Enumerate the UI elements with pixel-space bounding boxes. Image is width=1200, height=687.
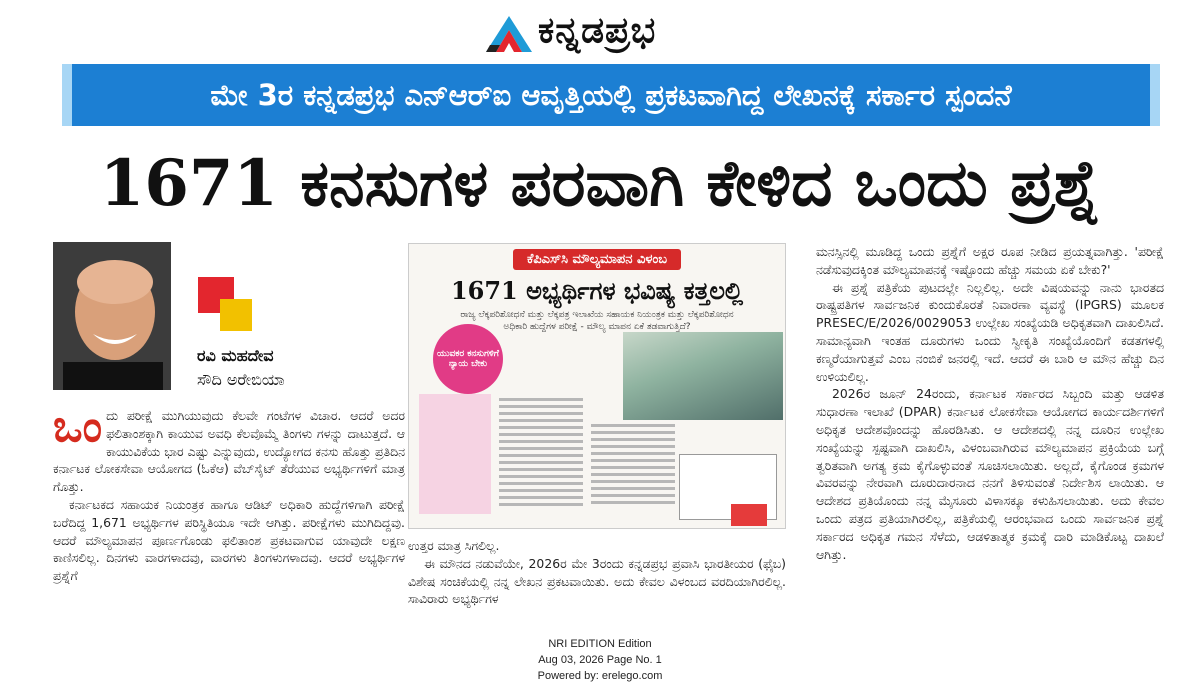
newspaper-clipping-image [408, 243, 786, 529]
clipping-title: 1671 ಅಭ್ಯರ್ಥಿಗಳ ಭವಿಷ್ಯ ಕತ್ತಲಲ್ಲಿ [450, 276, 744, 305]
footer-edition: NRI EDITION Edition [548, 638, 652, 650]
footer-powered-by: Powered by: erelego.com [537, 670, 663, 682]
author-name: ರವಿ ಮಹದೇವ [197, 346, 274, 365]
author-photo [53, 242, 171, 390]
headline-banner [62, 64, 1160, 126]
column-logo-icon [198, 277, 252, 331]
clipping-subtitle: ರಾಜ್ಯ ಲೆಕ್ಕಪರಿಶೋಧನೆ ಮತ್ತು ಲೆಕ್ಕಪತ್ರ ಇಲಾಖೆಯ ಸಹಾಯಕ ನಿಯಂತ್ರಕ ಮತ್ತು ಲೆಕ್ಕಪರಿಶೋಧನ ಅಧಿಕಾರಿ ಹುದ್ದೆಗಳ ಪರೀಕ್ಷೆ - ಮೌಲ್ಯ ಮಾಪನ ಏಕೆ ತಡವಾಗುತ್ತಿದೆ? [460, 310, 734, 332]
clipping-badge: ಯುವಕರ ಕನಸುಗಳಿಗೆ ನ್ಯಾಯ ಬೇಕು [433, 324, 503, 394]
banner-text: ಮೇ 3ರ ಕನ್ನಡಪ್ರಭ ಎನ್‌ಆರ್‌ಐ ಆವೃತ್ತಿಯಲ್ಲಿ ಪ್ರಕಟವಾಗಿದ್ದ ಲೇಖನಕ್ಕೆ ಸರ್ಕಾರ ಸ್ಪಂದನೆ [210, 77, 1012, 112]
article-column-middle [408, 537, 786, 608]
paragraph: ದು ಪರೀಕ್ಷೆ ಮುಗಿಯುವುದು ಕೆಲವೇ ಗಂಟೆಗಳ ವಿಚಾರ. ಆದರೆ ಅದರ ಫಲಿತಾಂಶಕ್ಕಾಗಿ ಕಾಯುವ ಅವಧಿ ಕೆಲವೊಮ್ಮೆ ತಿಂಗಳು ಗಳನ್ನು ದಾಟುತ್ತದೆ. ಆ ಕಾಯುವಿಕೆಯ ಭಾರ ಎಷ್ಟು ಎನ್ನುವುದು, ಉದ್ಯೋಗದ ಕನಸು ಹೊತ್ತು ಪ್ರತಿದಿನ ಕರ್ನಾಟಕ ಲೋಕಸೇವಾ ಆಯೋಗದ (ಓಕೆಆ) ವೆಬ್‌ಸೈಟ್ ತೆರೆಯುವ ಅಭ್ಯರ್ಥಿಗಳಿಗೆ ಮಾತ್ರ ಗೊತ್ತು. [53, 408, 405, 495]
clipping-sidebar-box [419, 394, 491, 514]
paragraph: ಈ ಪ್ರಶ್ನೆ ಪತ್ರಿಕೆಯ ಪುಟದಲ್ಲೇ ನಿಲ್ಲಲಿಲ್ಲ. ಅದೇ ವಿಷಯವನ್ನು ನಾನು ಭಾರತದ ರಾಷ್ಟ್ರಪತಿಗಳ ಸಾರ್ವಜನಿಕ ಕುಂದುಕೊರತೆ ನಿವಾರಣಾ ವ್ಯವಸ್ಥೆ (IPGRS) ಮೂಲಕ PRESEC/E/2026/0029053 ಉಲ್ಲೇಖ ಸಂಖ್ಯೆಯಡಿ ಅಧಿಕೃತವಾಗಿ ದಾಖಲಿಸಿದೆ. ಸಾಮಾನ್ಯವಾಗಿ ಇಂತಹ ದೂರುಗಳು ಒಂದು ಸ್ವೀಕೃತಿ ಸಂಖ್ಯೆಯೊಂದಿಗೆ ಕಡತಗಳಲ್ಲಿ ಕಣ್ಮರೆಯಾಗುತ್ತವೆ ಎಂಬ ನಂಬಿಕೆ ಜನರಲ್ಲಿ ಇದೆ. ಆದರೆ ಈ ಬಾರಿ ಆ ಮೌನ ಹೆಚ್ಚು ದಿನ ಉಳಿಯಲಿಲ್ಲ. [816, 279, 1164, 384]
clipping-kicker: ಕೆಪಿಎಸ್‌ಸಿ ಮೌಲ್ಯಮಾಪನ ವಿಳಂಬ [513, 249, 681, 270]
masthead [0, 0, 1200, 60]
main-headline: 1671 ಕನಸುಗಳ ಪರವಾಗಿ ಕೇಳಿದ ಒಂದು ಪ್ರಶ್ನೆ [99, 146, 1101, 221]
author-portrait-icon [53, 242, 171, 390]
paragraph: ಮನಸ್ಸಿನಲ್ಲಿ ಮೂಡಿದ್ದ ಒಂದು ಪ್ರಶ್ನೆಗೆ ಅಕ್ಷರ ರೂಪ ನೀಡಿದ ಪ್ರಯತ್ನವಾಗಿತ್ತು. 'ಪರೀಕ್ಷೆ ನಡೆಸುವುದಕ್ಕಿಂತ ಮೌಲ್ಯಮಾಪನಕ್ಕೆ ಇಷ್ಟೊಂದು ಹೆಚ್ಚು ಸಮಯ ಏಕೆ ಬೇಕು?' [816, 244, 1164, 277]
article-column-right [816, 243, 1164, 563]
paragraph: 2026ರ ಜೂನ್ 24ರಂದು, ಕರ್ನಾಟಕ ಸರ್ಕಾರದ ಸಿಬ್ಬಂದಿ ಮತ್ತು ಆಡಳಿತ ಸುಧಾರಣಾ ಇಲಾಖೆ (DPAR) ಕರ್ನಾಟಕ ಲೋಕಸೇವಾ ಆಯೋಗದ ಕಾರ್ಯದರ್ಶಿಗಳಿಗೆ ಅಧಿಕೃತ ಆದೇಶವೊಂದನ್ನು ಹೊರಡಿಸಿತು. ಆ ಆದೇಶದಲ್ಲಿ ನನ್ನ ದೂರಿನ ಉಲ್ಲೇಖ ಸಂಖ್ಯೆಯನ್ನು ಸ್ಪಷ್ಟವಾಗಿ ದಾಖಲಿಸಿ, ವಿಳಂಬವಾಗಿರುವ ಮೌಲ್ಯಮಾಪನ ಪ್ರಕ್ರಿಯೆಯ ಬಗ್ಗೆ ತ್ವರಿತವಾಗಿ ಅಗತ್ಯ ಕ್ರಮ ಕೈಗೊಳ್ಳುವಂತೆ ಸೂಚಿಸಲಾಯಿತು. ಅಲ್ಲದೆ, ಕೈಗೊಂಡ ಕ್ರಮಗಳ ವಿವರವನ್ನು ನೇರವಾಗಿ ದೂರುದಾರನಾದ ನನಗೆ ತಿಳಿಸುವಂತೆ ನಿರ್ದೇಶಿಸ ಲಾಯಿತು. ಆ ಆದೇಶದ ಪ್ರತಿಯೊಂದು ನನ್ನ ಮೈಸೂರು ವಿಳಾಸಕ್ಕೂ ಕಳುಹಿಸಲಾಯಿತು. ಅದು ಕೇವಲ ಒಂದು ಪತ್ರದ ಪ್ರತಿಯಾಗಿರಲಿಲ್ಲ, ಪತ್ರಿಕೆಯಲ್ಲಿ ಆರಂಭವಾದ ಒಂದು ಸಾರ್ವಜನಿಕ ಪ್ರಶ್ನೆ ಸರ್ಕಾರದ ಅಧಿಕೃತ ಗಮನ ಸೆಳೆದು, ಆಡಳಿತಾತ್ಮಕ ಕ್ರಮಕ್ಕೆ ದಾರಿ ಮಾಡಿಕೊಟ್ಟ ದಾಖಲೆ ಆಗಿತ್ತು. [816, 386, 1164, 562]
article-column-left [53, 401, 405, 585]
kannada-prabha-logo-icon [484, 14, 534, 54]
clipping-body [419, 394, 779, 524]
author-location: ಸೌದಿ ಅರೇಬಿಯಾ [197, 370, 285, 389]
clipping-text-column [499, 394, 583, 524]
clipping-text-column [591, 394, 675, 524]
paragraph: ಕರ್ನಾಟಕದ ಸಹಾಯಕ ನಿಯಂತ್ರಕ ಹಾಗೂ ಆಡಿಟ್ ಅಧಿಕಾರಿ ಹುದ್ದೆಗಳಿಗಾಗಿ ಪರೀಕ್ಷೆ ಬರೆದಿದ್ದ 1,671 ಅಭ್ಯರ್ಥಿಗಳ ಪರಿಸ್ಥಿತಿಯೂ ಇದೇ ಆಗಿತ್ತು. ಪರೀಕ್ಷೆಗಳು ಮುಗಿದಿದ್ದವು. ಆದರೆ ಮೌಲ್ಯಮಾಪನ ಪೂರ್ಣಗೊಂಡು ಫಲಿತಾಂಶ ಪ್ರಕಟವಾಗುವ ಯಾವುದೇ ಲಕ್ಷಣ ಕಾಣಿಸಲಿಲ್ಲ. ದಿನಗಳು ವಾರಗಳಾದವು, ವಾರಗಳು ತಿಂಗಳುಗಳಾದವು. ಆದರೆ ಅಭ್ಯರ್ಥಿಗಳ ಪ್ರಶ್ನೆಗೆ [53, 496, 405, 584]
paragraph: ಉತ್ತರ ಮಾತ್ರ ಸಿಗಲಿಲ್ಲ. [408, 538, 500, 553]
clipping-tag [731, 504, 767, 526]
paragraph: ಈ ಮೌನದ ನಡುವೆಯೇ, 2026ರ ಮೇ 3ರಂದು ಕನ್ನಡಪ್ರಭ ಪ್ರವಾಸಿ ಭಾರತೀಯರ (ಫೈಬ) ವಿಶೇಷ ಸಂಚಿಕೆಯಲ್ಲಿ ನನ್ನ ಲೇಖನ ಪ್ರಕಟವಾಯಿತು. ಅದು ಕೇವಲ ವಿಳಂಬದ ವರದಿಯಾಗಿರಲಿಲ್ಲ. ಸಾವಿರಾರು ಅಭ್ಯರ್ಥಿಗಳ [408, 555, 786, 607]
dropcap: ಒಂ [53, 401, 103, 452]
footer-date-page: Aug 03, 2026 Page No. 1 [538, 654, 662, 666]
masthead-logo-text: ಕನ್ನಡಪ್ರಭ [538, 10, 657, 51]
page-footer [0, 636, 1200, 684]
